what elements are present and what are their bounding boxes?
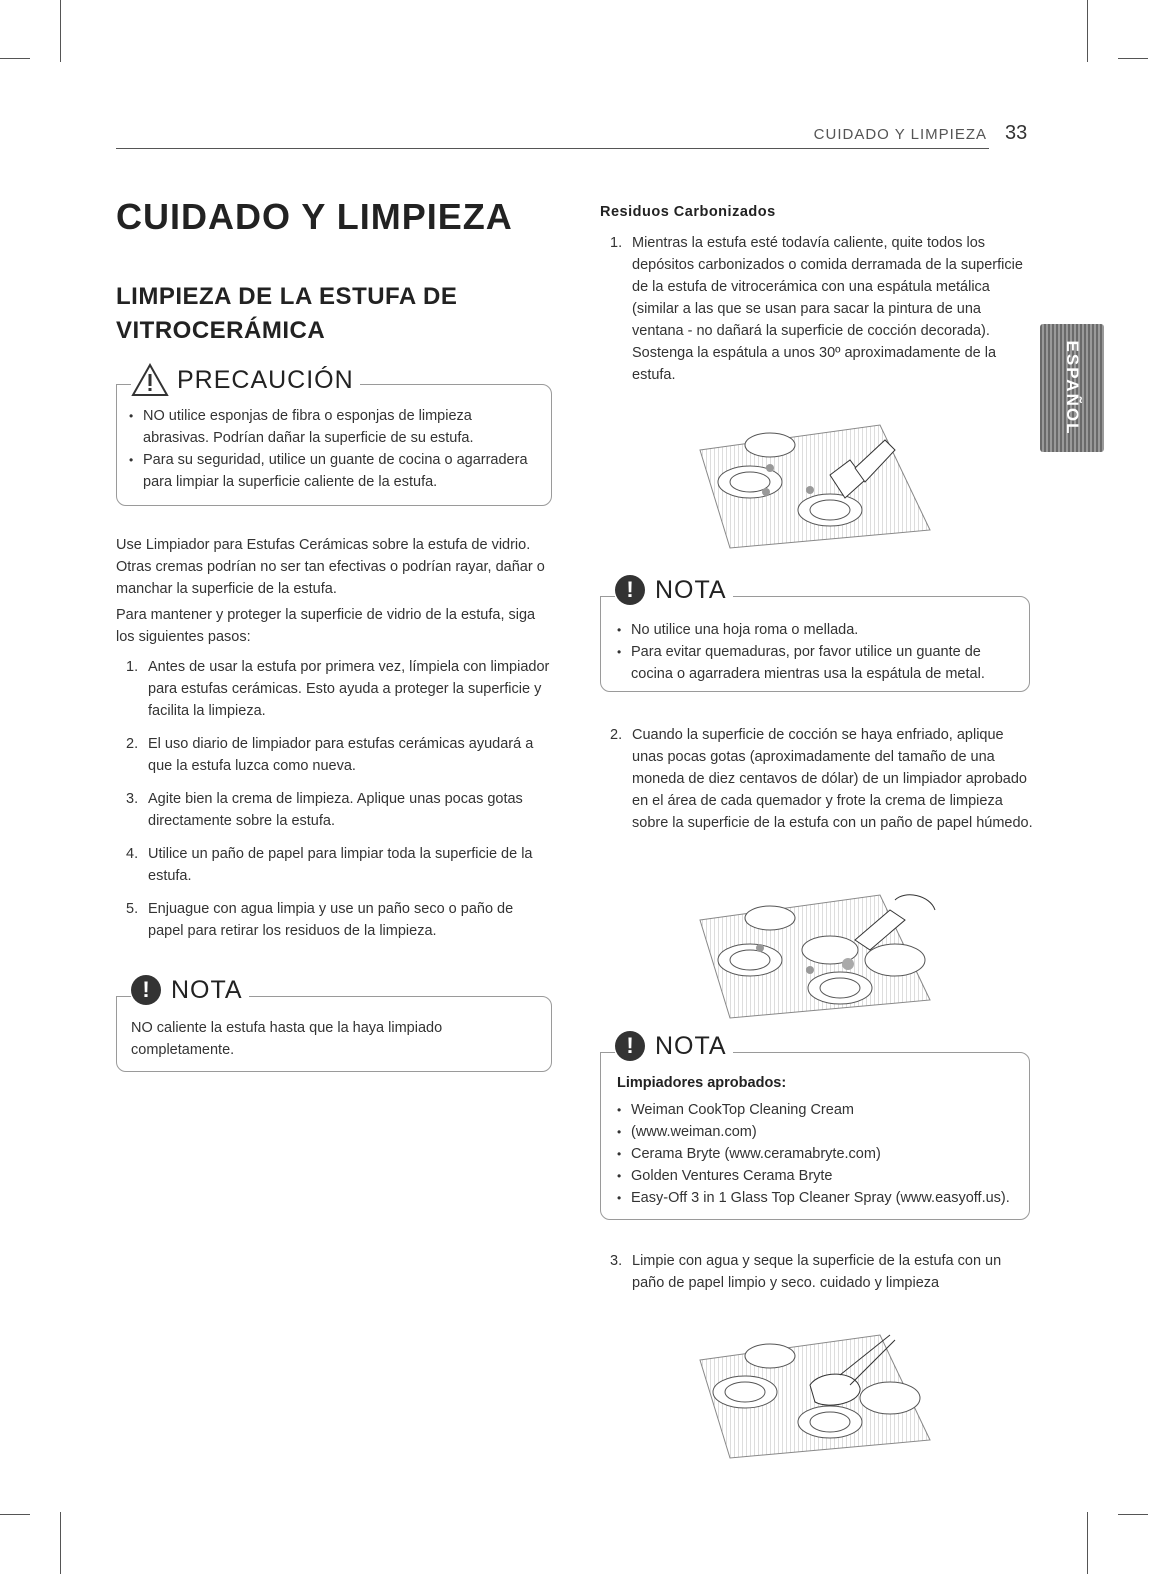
step-number: 4. [126, 846, 139, 862]
approved-cleaners-list [617, 1099, 1021, 1209]
step-text: Utilice un paño de papel para limpiar toda la superficie de la estufa. [148, 846, 533, 884]
exclamation-icon: ! [615, 1031, 645, 1061]
cleaning-steps [116, 656, 552, 953]
caution-box [116, 365, 552, 506]
list-item [600, 232, 1036, 386]
page-number: 33 [1005, 122, 1028, 144]
step-text: El uso diario de limpiador para estufas cerámicas ayudará a que la estufa luzca como nueva. [148, 736, 534, 774]
intro-paragraph: Use Limpiador para Estufas Cerámicas sobre la estufa de vidrio. Otras cremas podrían no ser tan efectivas o podrían rayar, dañar o manchar la superficie de la estufa. [116, 537, 545, 597]
nota-box-right-1 [600, 575, 1030, 692]
header-rule [116, 148, 989, 149]
approved-cleaners-title: Limpiadores aprobados: [617, 1075, 787, 1091]
step-text: Enjuague con agua limpia y use un paño seco o paño de papel para retirar los residuos de la limpieza. [148, 901, 514, 939]
page-title: CUIDADO Y LIMPIEZA [116, 196, 513, 237]
step-text: Mientras la estufa esté todavía caliente, quite todos los depósitos carbonizados o comida derramada de la superficie de la estufa de vitrocerámica con una espátula metálica (similar a las que se usan para sacar la pintura de una ventana - no dañará la superficie de cocción decorada). Sostenga la espátula a unos 30º aproximadamente de la estufa. [632, 235, 1023, 383]
step-number: 1. [610, 235, 623, 251]
crop-mark [0, 1514, 30, 1515]
list-item: • Weiman CookTop Cleaning Cream [617, 1099, 1021, 1121]
step-number: 3. [126, 791, 139, 807]
list-item: • Para su seguridad, utilice un guante de cocina o agarradera para limpiar la superficie caliente de la estufa. [129, 449, 539, 493]
nota-label: NOTA [171, 975, 243, 1004]
intro-paragraph: Para mantener y proteger la superficie de vidrio de la estufa, siga los siguientes pasos: [116, 607, 536, 645]
nota-header [131, 975, 249, 1005]
caution-label: PRECAUCIÓN [177, 365, 354, 394]
nota-header [615, 1031, 733, 1061]
warning-triangle-icon [131, 363, 169, 397]
step-text: Agite bien la crema de limpieza. Aplique unas pocas gotas directamente sobre la estufa. [148, 791, 523, 829]
step-text: Limpie con agua y seque la superficie de la estufa con un paño de papel limpio y seco. cuidado y limpieza [632, 1253, 1002, 1291]
crop-mark [60, 1512, 61, 1574]
language-tab [1040, 324, 1104, 452]
list-item [116, 733, 552, 777]
step-number: 1. [126, 659, 139, 675]
nota-header [615, 575, 733, 605]
exclamation-icon: ! [615, 575, 645, 605]
nota-list [617, 619, 1017, 685]
list-item [116, 843, 552, 887]
step-number: 2. [610, 727, 623, 743]
exclamation-icon: ! [131, 975, 161, 1005]
running-title: CUIDADO Y LIMPIEZA [813, 126, 987, 143]
list-item [600, 724, 1036, 834]
step-text: Antes de usar la estufa por primera vez, límpiela con limpiador para estufas cerámicas. Esto ayuda a proteger la superficie y facilita la limpieza. [148, 659, 550, 719]
crop-mark [1118, 58, 1148, 59]
list-item [600, 1250, 1036, 1294]
list-item: • (www.weiman.com) [617, 1121, 1021, 1143]
step-3-list [600, 1250, 1036, 1305]
language-tab-label: ESPAÑOL [1063, 340, 1082, 436]
cooktop-scraper-illustration [690, 420, 940, 550]
crop-mark [1087, 1512, 1088, 1574]
crop-mark [1118, 1514, 1148, 1515]
list-item: • Para evitar quemaduras, por favor utilice un guante de cocina o agarradera mientras usa la espátula de metal. [617, 641, 1017, 685]
section-title: LIMPIEZA DE LA ESTUFA DE VITROCERÁMICA [116, 283, 458, 344]
nota-box-left [116, 975, 552, 1072]
list-item [116, 788, 552, 832]
caution-header [131, 363, 360, 397]
nota-label: NOTA [655, 575, 727, 604]
nota-text: NO caliente la estufa hasta que la haya limpiado completamente. [131, 1020, 443, 1058]
crop-mark [1087, 0, 1088, 62]
list-item: • Golden Ventures Cerama Bryte [617, 1165, 1021, 1187]
cooktop-wipe-illustration [690, 1330, 940, 1460]
list-item [116, 656, 552, 722]
list-item: • No utilice una hoja roma o mellada. [617, 619, 1017, 641]
nota-box-right-2 [600, 1031, 1030, 1220]
list-item: • Cerama Bryte (www.ceramabryte.com) [617, 1143, 1021, 1165]
step-2-list [600, 724, 1036, 845]
step-number: 3. [610, 1253, 623, 1269]
nota-label: NOTA [655, 1031, 727, 1060]
list-item [116, 898, 552, 942]
list-item: • Easy-Off 3 in 1 Glass Top Cleaner Spray (www.easyoff.us). [617, 1187, 1021, 1209]
residues-step-list [600, 232, 1036, 397]
step-number: 5. [126, 901, 139, 917]
step-text: Cuando la superficie de cocción se haya enfriado, aplique unas pocas gotas (aproximadamente del tamaño de una moneda de diez centavos de dólar) de un limpiador aprobado en el área de cada quemador y frote la crema de limpieza sobre la superficie de la estufa con un paño de papel húmedo. [632, 727, 1033, 831]
crop-mark [0, 58, 30, 59]
caution-list [129, 405, 539, 493]
cooktop-cream-illustration [690, 890, 940, 1020]
list-item: • NO utilice esponjas de fibra o esponjas de limpieza abrasivas. Podrían dañar la superficie de su estufa. [129, 405, 539, 449]
step-number: 2. [126, 736, 139, 752]
residues-title: Residuos Carbonizados [600, 204, 776, 220]
crop-mark [60, 0, 61, 62]
